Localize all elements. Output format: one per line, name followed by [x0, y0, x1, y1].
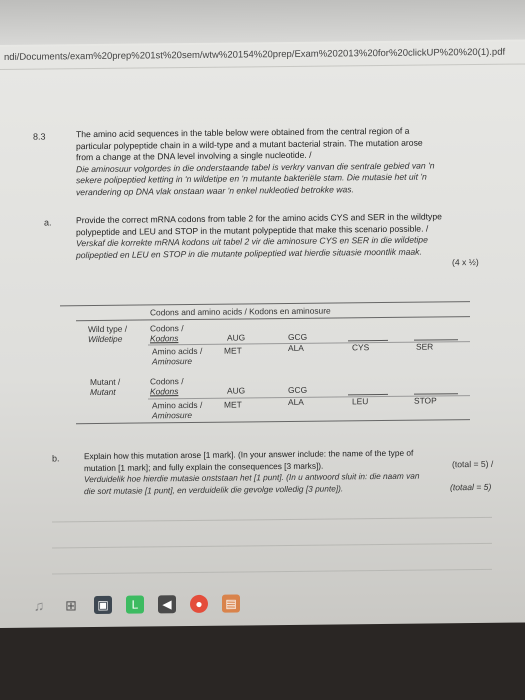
part-b-label: b.	[52, 453, 60, 464]
wildtype-aa-3: CYS	[352, 342, 370, 353]
mail-icon[interactable]: ◀	[158, 595, 176, 613]
part-b-total-af: (totaal = 5)	[450, 481, 492, 493]
wildtype-codons-label-af: Kodons	[150, 333, 179, 344]
wildtype-label-en: Wild type /	[88, 323, 128, 335]
mutant-label-af: Mutant	[90, 386, 116, 398]
speaker-icon[interactable]: ♫	[33, 597, 45, 614]
wildtype-aa-2: ALA	[288, 342, 304, 353]
taskbar	[0, 579, 525, 628]
table-header-rule	[76, 316, 470, 321]
chrome-icon[interactable]: ●	[190, 595, 208, 613]
part-b-total-en: (total = 5) /	[452, 458, 494, 470]
address-bar[interactable]	[0, 41, 525, 70]
question-number: 8.3	[33, 131, 46, 142]
part-b-en-line-2: mutation [1 mark]; and fully explain the consequences [3 marks]).	[84, 460, 324, 473]
wildtype-aa-1: MET	[224, 345, 242, 356]
part-b-text	[84, 447, 494, 497]
part-b-af-line-1: Verduidelik hoe hierdie mutasie onststaan het [1 punt]. (In u antwoord sluit in: die naam van	[84, 470, 420, 485]
wildtype-aa-label-en: Amino acids /	[152, 345, 203, 357]
wildtype-label-af: Wildetipe	[88, 333, 123, 345]
mutant-aa-label-af: Aminosure	[152, 409, 193, 421]
part-a-en-line-1: Provide the correct mRNA codons from table 2 for the amino acids CYS and SER in the wildtype	[76, 211, 442, 226]
intro-en-line-3: from a change at the DNA level involving a single nucleotide. /	[76, 149, 312, 163]
mutant-codons-label-af: Kodons	[150, 386, 179, 397]
part-a-af-line-2: polipeptied en LEU en STOP in die mutante polipeptied wat hierdie situasie moontlik maak.	[76, 246, 422, 260]
table-bottom-rule	[76, 419, 470, 424]
part-b-en-line-1: Explain how this mutation arose [1 mark]. (In your answer include: the name of the type of	[84, 447, 414, 462]
question-intro	[76, 125, 496, 198]
part-a-en-line-2: polypeptide and LEU and STOP in the mutant polypeptide that make this scenario possible. /	[76, 223, 429, 237]
mutant-codon-2: GCG	[288, 384, 308, 395]
wildtype-aa-label-af: Aminosure	[152, 355, 193, 367]
lock-icon[interactable]: ▣	[94, 596, 112, 614]
intro-af-line-2: sekere polipeptied ketting in 'n wildetipe en 'n mutante bakteriële stam. Die mutasie het uit 'n	[76, 171, 427, 186]
mutant-aa-3: LEU	[352, 396, 369, 407]
part-a-label: a.	[44, 217, 52, 228]
mutant-codon-1: AUG	[227, 385, 246, 396]
part-b-af-line-2: die sort mutasie [1 punt], en verduidelik die gevolge volledig [3 punte]).	[84, 482, 344, 496]
intro-en-line-1: The amino acid sequences in the table below were obtained from the central region of a	[76, 125, 410, 140]
wildtype-codon-1: AUG	[227, 332, 246, 343]
mutant-aa-1: MET	[224, 399, 242, 410]
table-title: Codons and amino acids / Kodons en aminosure	[150, 305, 331, 318]
mutant-codons-label-en: Codons /	[150, 376, 184, 387]
mutant-aa-4: STOP	[414, 395, 437, 406]
mutant-aa-label-en: Amino acids /	[152, 399, 203, 411]
answer-line-3[interactable]	[52, 569, 492, 575]
wildtype-codon-2: GCG	[288, 331, 308, 342]
photo-icon[interactable]: ▤	[222, 594, 240, 612]
intro-af-line-1: Die aminosuur volgordes in die onderstaande tabel is verkry vanvan die sentrale gebied van 'n	[76, 159, 435, 174]
part-a-marks: (4 x ½)	[452, 256, 479, 268]
part-a-text	[76, 211, 496, 261]
answer-line-2[interactable]	[52, 543, 492, 549]
mutant-aa-2: ALA	[288, 396, 304, 407]
pdf-page	[0, 125, 525, 496]
learn-icon[interactable]: L	[126, 595, 144, 613]
intro-en-line-2: particular polypeptide chain in a wild-type and a mutant bacterial strain. The mutation arose	[76, 137, 423, 151]
wildtype-codons-label-en: Codons /	[150, 323, 184, 334]
calculator-icon[interactable]: ⊞	[65, 596, 77, 613]
part-a-af-line-1: Verskaf die korrekte mRNA kodons uit tabel 2 vir die aminosure CYS en SER in die wildetipe	[76, 234, 428, 249]
answer-line-1[interactable]	[52, 517, 492, 523]
mutant-label-en: Mutant /	[90, 376, 121, 388]
wildtype-aa-4: SER	[416, 341, 434, 352]
address-bar-url: ndi/Documents/exam%20prep%201st%20sem/wtw%20154%20prep/Exam%202013%20for%20clickUP%20%20(1).pdf	[4, 46, 506, 63]
intro-af-line-3: verandering op DNA vlak onstaan waar 'n enkel nukleotied betrokke was.	[76, 183, 354, 197]
browser-top-bar	[0, 0, 525, 45]
